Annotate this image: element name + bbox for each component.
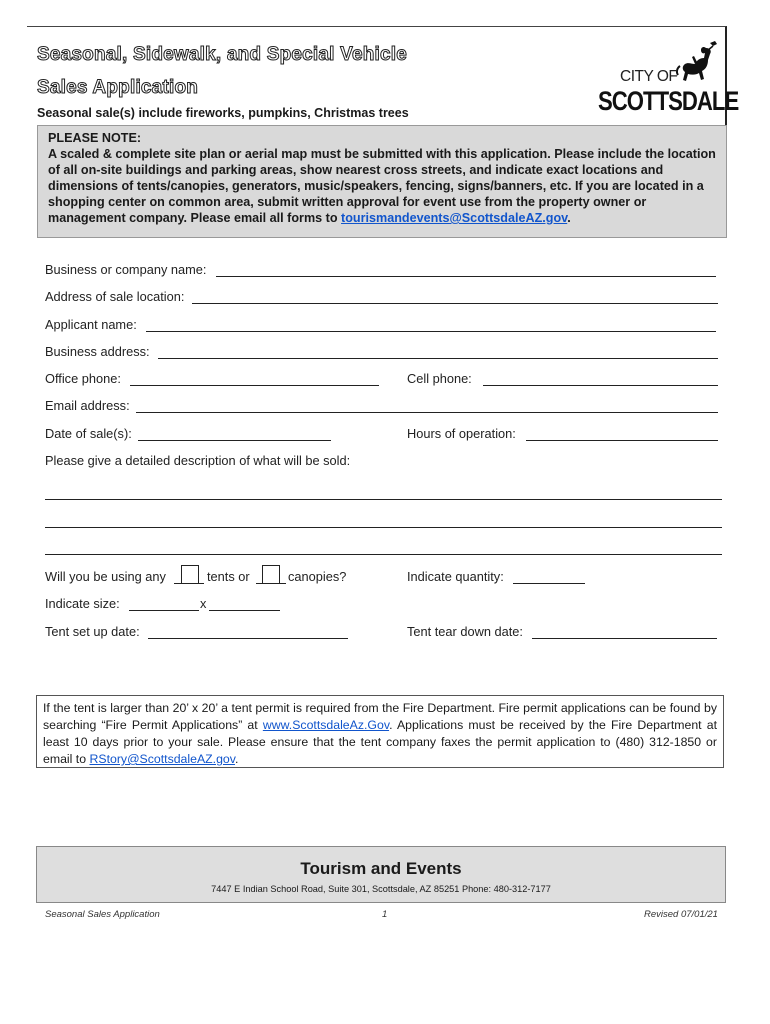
canopies-checkbox[interactable] <box>262 565 280 584</box>
quantity-label: Indicate quantity: <box>407 569 504 584</box>
size-width-field[interactable] <box>129 610 199 611</box>
footer-title: Tourism and Events <box>300 859 462 878</box>
size-x-label: x <box>200 596 207 611</box>
business-address-field[interactable] <box>158 358 718 359</box>
footer-page-number: 1 <box>382 909 388 920</box>
teardown-date-field[interactable] <box>532 638 717 639</box>
description-line-3[interactable] <box>45 554 722 555</box>
form-title-line1: Seasonal, Sidewalk, and Special Vehicle <box>37 44 408 65</box>
hours-field[interactable] <box>526 440 718 441</box>
setup-date-label: Tent set up date: <box>45 624 140 639</box>
using-prefix: Will you be using any <box>45 569 166 584</box>
size-label: Indicate size: <box>45 596 120 611</box>
bronco-rider-icon <box>670 40 722 90</box>
cell-phone-label: Cell phone: <box>407 371 472 386</box>
office-phone-field[interactable] <box>130 385 379 386</box>
applicant-name-field[interactable] <box>146 331 716 332</box>
tourism-footer-box <box>36 846 726 903</box>
using-tents-question <box>45 569 166 584</box>
tents-checkbox[interactable] <box>181 565 199 584</box>
footer-address: 7447 E Indian School Road, Suite 301, Scottsdale, AZ 85251 Phone: 480-312-7177 <box>211 884 551 894</box>
description-label: Please give a detailed description of what will be sold: <box>45 453 351 468</box>
tents-label: tents or <box>207 569 250 584</box>
hours-label: Hours of operation: <box>407 426 516 441</box>
rstory-email-link[interactable]: RStory@ScottsdaleAZ.gov <box>89 752 236 766</box>
footer-doc-name: Seasonal Sales Application <box>45 909 160 920</box>
scottsdale-gov-link[interactable]: www.ScottsdaleAz.Gov <box>262 718 390 732</box>
note-heading: PLEASE NOTE: <box>48 131 142 145</box>
note-end: . <box>567 211 571 225</box>
fire-permit-notice <box>36 695 724 768</box>
quantity-field[interactable] <box>513 583 585 584</box>
description-line-2[interactable] <box>45 527 722 528</box>
fire-text-2: . Applications must be received by the Fire Department at least 10 days prior to your sale. Please ensure that the tent company faxes the permit application to (480) 312-1850 or email to <box>43 718 717 766</box>
email-label: Email address: <box>45 398 130 413</box>
logo-city-name: SCOTTSDALE <box>598 86 739 116</box>
teardown-date-label: Tent tear down date: <box>407 624 523 639</box>
office-phone-label: Office phone: <box>45 371 121 386</box>
note-body: A scaled & complete site plan or aerial map must be submitted with this application. Please include the location of all on-site buildings and parking areas, show nearest cross streets, and indicate exact locations and dimensions of tents/canopies, generators, music/speakers, fencing, signs/banners, etc. If you are located in a shopping center on common area, submit written approval for event use from the property owner or management company. Please email all forms to <box>48 147 716 225</box>
business-name-label: Business or company name: <box>45 262 207 277</box>
description-line-1[interactable] <box>45 499 722 500</box>
form-title-line2: Sales Application <box>37 77 199 98</box>
logo-city-of: CITY OF <box>620 68 678 85</box>
email-field[interactable] <box>136 412 718 413</box>
footer-revised-date: Revised 07/01/21 <box>644 909 718 920</box>
fire-text-3: . <box>235 752 239 766</box>
sale-dates-label: Date of sale(s): <box>45 426 132 441</box>
sale-address-field[interactable] <box>192 303 718 304</box>
city-logo <box>598 40 739 122</box>
business-name-field[interactable] <box>216 276 716 277</box>
sale-dates-field[interactable] <box>138 440 331 441</box>
fire-text-1: If the tent is larger than 20’ x 20’ a tent permit is required from the Fire Department. Fire permit applications can be found by searching “Fire Permit Applications” at <box>43 701 717 732</box>
business-address-label: Business address: <box>45 344 150 359</box>
setup-date-field[interactable] <box>148 638 348 639</box>
applicant-name-label: Applicant name: <box>45 317 137 332</box>
size-length-field[interactable] <box>209 610 280 611</box>
form-subtitle: Seasonal sale(s) include fireworks, pumpkins, Christmas trees <box>37 106 409 120</box>
canopies-label: canopies? <box>288 569 347 584</box>
cell-phone-field[interactable] <box>483 385 718 386</box>
sale-address-label: Address of sale location: <box>45 289 185 304</box>
please-note-box <box>37 125 727 238</box>
tourism-email-link[interactable]: tourismandevents@ScottsdaleAZ.gov <box>341 211 568 225</box>
